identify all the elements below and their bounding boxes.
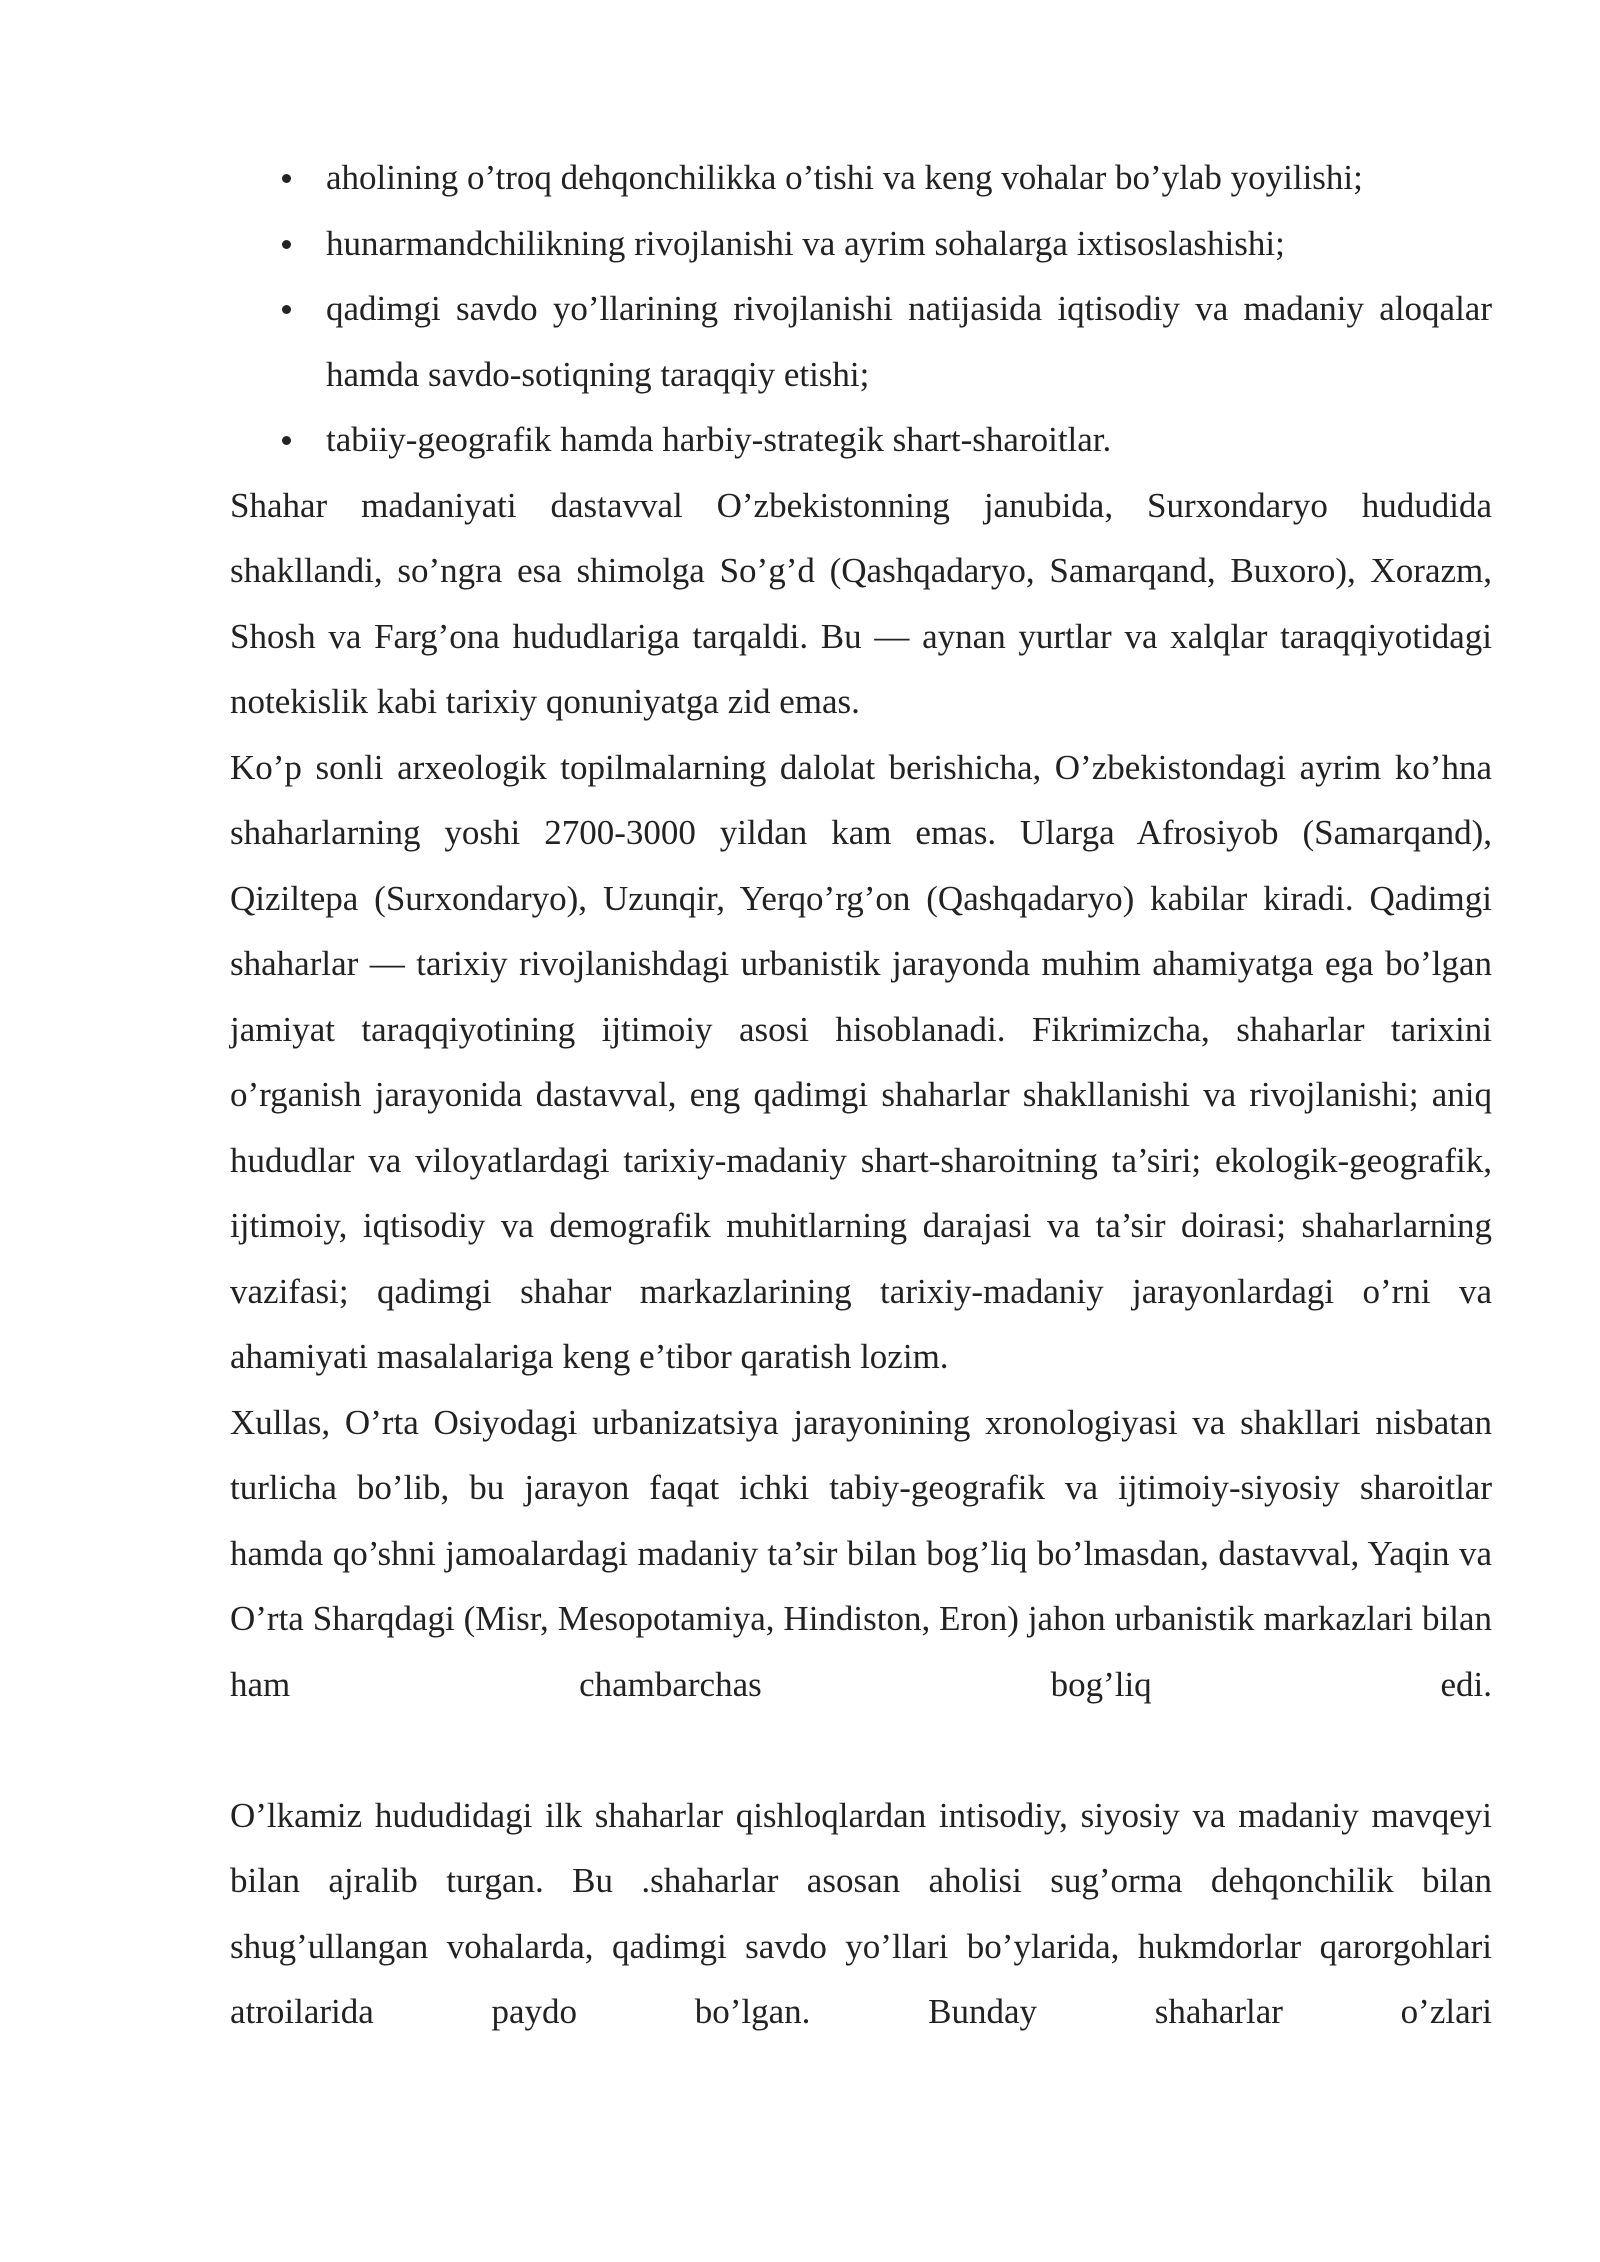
bullet-item: [230, 145, 1492, 211]
blank-line: [230, 1717, 1492, 1783]
paragraph-first-cities: O’lkamiz hududidagi ilk shaharlar qishloqlardan intisodiy, siyosiy va madaniy mavqeyi bilan ajralib turgan. Bu .shaharlar asosan aholisi sug’orma dehqonchilik bilan shug’ullangan vohalarda, qadimgi savdo yo’llari bo’ylarida, hukmdorlar qarorgohlari atroilarida paydo bo’lgan. Bunday shaharlar o’zlari: [230, 1795, 1492, 2031]
bullet-item: [230, 407, 1492, 473]
bullet-item: [230, 211, 1492, 277]
paragraph-conclusion: Xullas, O’rta Osiyodagi urbanizatsiya jarayonining xronologiyasi va shakllari nisbatan turlicha bo’lib, bu jarayon faqat ichki tabiy-geografik va ijtimoiy-siyosiy sharoitlar hamda qo’shni jamoalardagi madaniy ta’sir bilan bog’liq bo’lmasdan, dastavval, Yaqin va O’rta Sharqdagi (Misr, Mesopotamiya, Hindiston, Eron) jahon urbanistik markazlari bilan ham chambarchas bog’liq edi.: [230, 1402, 1492, 1704]
bullet-dot-icon: [282, 436, 291, 445]
bullet-dot-icon: [282, 240, 291, 249]
paragraph-archaeological-findings: Ko’p sonli arxeologik topilmalarning dalolat berishicha, O’zbekistondagi ayrim ko’hna shaharlarning yoshi 2700-3000 yildan kam emas. Ularga Afrosiyob (Samarqand), Qiziltepa (Surxondaryo), Uzunqir, Yerqo’rg’on (Qashqadaryo) kabilar kiradi. Qadimgi shaharlar — tarixiy rivojlanishdagi urbanistik jarayonda muhim ahamiyatga ega bo’lgan jamiyat taraqqiyotining ijtimoiy asosi hisoblanadi. Fikrimizcha, shaharlar tarixini o’rganish jarayonida dastavval, eng qadimgi shaharlar shakllanishi va rivojlanishi; aniq hududlar va viloyatlardagi tarixiy-madaniy shart-sharoitning ta’siri; ekologik-geografik, ijtimoiy, iqtisodiy va demografik muhitlarning darajasi va ta’sir doirasi; shaharlarning vazifasi; qadimgi shahar markazlarining tarixiy-madaniy jarayonlardagi o’rni va ahamiyati masalalariga keng e’tibor qaratish lozim.: [230, 747, 1492, 1376]
bullet-dot-icon: [282, 174, 291, 183]
bullet-text: tabiiy-geografik hamda harbiy-strategik shart-sharoitlar.: [326, 420, 1112, 459]
bullet-text: aholining o’troq dehqonchilikka o’tishi va keng vohalar bo’ylab yoyilishi;: [326, 158, 1363, 197]
bullet-list: [230, 145, 1492, 473]
bullet-item: [230, 276, 1492, 407]
paragraph-city-culture-origin: Shahar madaniyati dastavval O’zbekistonning janubida, Surxondaryo hududida shakllandi, so’ngra esa shimolga So’g’d (Qashqadaryo, Samarqand, Buxoro), Xorazm, Shosh va Farg’ona hududlariga tarqaldi. Bu — aynan yurtlar va xalqlar taraqqiyotidagi notekislik kabi tarixiy qonuniyatga zid emas.: [230, 485, 1492, 721]
bullet-text: qadimgi savdo yo’llarining rivojlanishi natijasida iqtisodiy va madaniy aloqalar hamda savdo-sotiqning taraqqiy etishi;: [326, 289, 1492, 394]
bullet-dot-icon: [282, 305, 291, 314]
document-body: [230, 145, 1492, 2045]
bullet-text: hunarmandchilikning rivojlanishi va ayrim sohalarga ixtisoslashishi;: [326, 223, 1285, 263]
